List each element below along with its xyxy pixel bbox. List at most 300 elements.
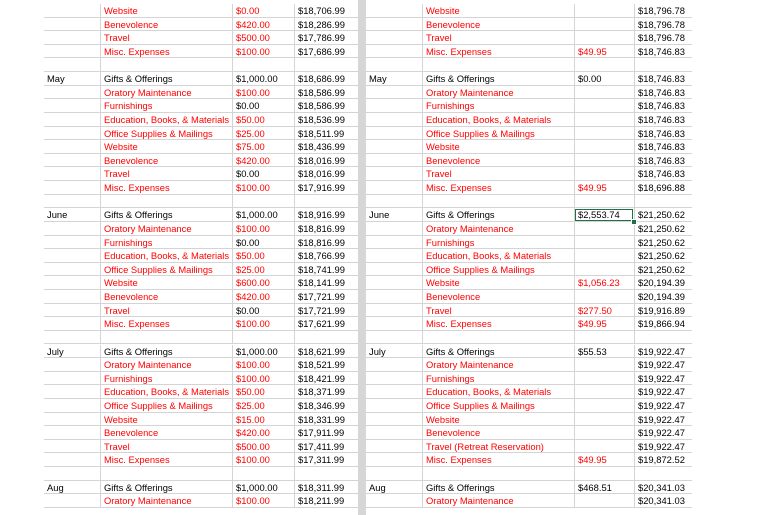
amount-cell[interactable] xyxy=(574,467,634,481)
balance-cell[interactable]: $21,250.62 xyxy=(634,263,692,277)
category-cell[interactable]: Gifts & Offerings xyxy=(100,208,232,222)
balance-cell[interactable]: $17,786.99 xyxy=(294,31,358,45)
category-cell[interactable]: Gifts & Offerings xyxy=(100,72,232,86)
amount-cell[interactable]: $100.00 xyxy=(232,453,294,467)
amount-cell[interactable] xyxy=(574,358,634,372)
category-cell[interactable]: Education, Books, & Materials xyxy=(422,385,574,399)
month-cell[interactable]: July xyxy=(366,345,422,359)
amount-cell[interactable] xyxy=(574,385,634,399)
month-cell[interactable] xyxy=(44,385,100,399)
amount-cell[interactable]: $277.50 xyxy=(574,304,634,318)
balance-cell[interactable]: $21,250.62 xyxy=(634,222,692,236)
balance-cell[interactable]: $17,311.99 xyxy=(294,453,358,467)
amount-cell[interactable] xyxy=(574,222,634,236)
amount-cell[interactable] xyxy=(574,372,634,386)
amount-cell[interactable] xyxy=(574,4,634,18)
amount-cell[interactable]: $0.00 xyxy=(232,4,294,18)
balance-cell[interactable]: $18,436.99 xyxy=(294,140,358,154)
amount-cell[interactable] xyxy=(574,426,634,440)
amount-cell[interactable]: $100.00 xyxy=(232,317,294,331)
balance-cell[interactable]: $18,746.83 xyxy=(634,72,692,86)
category-cell[interactable] xyxy=(422,195,574,209)
balance-cell[interactable]: $18,311.99 xyxy=(294,481,358,495)
amount-cell[interactable]: $100.00 xyxy=(232,372,294,386)
balance-cell[interactable]: $18,746.83 xyxy=(634,113,692,127)
month-cell[interactable] xyxy=(44,317,100,331)
balance-cell[interactable]: $17,916.99 xyxy=(294,181,358,195)
month-cell[interactable] xyxy=(366,181,422,195)
month-cell[interactable] xyxy=(44,167,100,181)
balance-cell[interactable]: $18,286.99 xyxy=(294,18,358,32)
balance-cell[interactable]: $19,922.47 xyxy=(634,358,692,372)
balance-cell[interactable]: $18,536.99 xyxy=(294,113,358,127)
month-cell[interactable] xyxy=(366,467,422,481)
balance-cell[interactable]: $18,916.99 xyxy=(294,208,358,222)
month-cell[interactable] xyxy=(366,372,422,386)
month-cell[interactable] xyxy=(44,99,100,113)
month-cell[interactable] xyxy=(366,290,422,304)
amount-cell[interactable]: $100.00 xyxy=(232,358,294,372)
category-cell[interactable]: Travel xyxy=(100,167,232,181)
balance-cell[interactable]: $19,872.52 xyxy=(634,453,692,467)
category-cell[interactable]: Education, Books, & Materials xyxy=(100,385,232,399)
month-cell[interactable]: Aug xyxy=(44,481,100,495)
amount-cell[interactable] xyxy=(574,290,634,304)
amount-cell[interactable] xyxy=(574,113,634,127)
balance-cell[interactable] xyxy=(294,331,358,345)
month-cell[interactable] xyxy=(366,236,422,250)
amount-cell[interactable]: $500.00 xyxy=(232,31,294,45)
month-cell[interactable] xyxy=(44,399,100,413)
balance-cell[interactable]: $18,816.99 xyxy=(294,236,358,250)
amount-cell[interactable]: $0.00 xyxy=(232,304,294,318)
category-cell[interactable]: Gifts & Offerings xyxy=(422,481,574,495)
month-cell[interactable] xyxy=(44,331,100,345)
amount-cell[interactable]: $25.00 xyxy=(232,263,294,277)
balance-cell[interactable]: $18,421.99 xyxy=(294,372,358,386)
amount-cell[interactable]: $1,000.00 xyxy=(232,72,294,86)
month-cell[interactable] xyxy=(366,86,422,100)
amount-cell[interactable]: $500.00 xyxy=(232,440,294,454)
month-cell[interactable] xyxy=(366,127,422,141)
balance-cell[interactable]: $19,916.89 xyxy=(634,304,692,318)
category-cell[interactable]: Oratory Maintenance xyxy=(100,86,232,100)
month-cell[interactable] xyxy=(366,385,422,399)
amount-cell[interactable] xyxy=(232,331,294,345)
month-cell[interactable] xyxy=(366,140,422,154)
month-cell[interactable] xyxy=(366,358,422,372)
category-cell[interactable]: Gifts & Offerings xyxy=(422,72,574,86)
category-cell[interactable]: Benevolence xyxy=(422,290,574,304)
month-cell[interactable] xyxy=(44,181,100,195)
category-cell[interactable]: Office Supplies & Mailings xyxy=(100,263,232,277)
category-cell[interactable]: Travel xyxy=(422,31,574,45)
category-cell[interactable]: Website xyxy=(422,413,574,427)
category-cell[interactable]: Oratory Maintenance xyxy=(422,494,574,508)
month-cell[interactable] xyxy=(366,113,422,127)
amount-cell[interactable]: $1,000.00 xyxy=(232,481,294,495)
amount-cell[interactable]: $49.95 xyxy=(574,181,634,195)
balance-cell[interactable]: $18,521.99 xyxy=(294,358,358,372)
month-cell[interactable] xyxy=(44,290,100,304)
month-cell[interactable] xyxy=(366,276,422,290)
month-cell[interactable]: July xyxy=(44,345,100,359)
month-cell[interactable] xyxy=(44,413,100,427)
amount-cell[interactable] xyxy=(574,58,634,72)
amount-cell[interactable] xyxy=(232,195,294,209)
balance-cell[interactable]: $21,250.62 xyxy=(634,249,692,263)
category-cell[interactable]: Website xyxy=(100,276,232,290)
amount-cell[interactable]: $0.00 xyxy=(232,167,294,181)
category-cell[interactable]: Furnishings xyxy=(422,99,574,113)
amount-cell[interactable]: $0.00 xyxy=(232,236,294,250)
month-cell[interactable] xyxy=(366,304,422,318)
balance-cell[interactable]: $18,741.99 xyxy=(294,263,358,277)
category-cell[interactable]: Benevolence xyxy=(422,426,574,440)
category-cell[interactable]: Benevolence xyxy=(422,18,574,32)
month-cell[interactable] xyxy=(366,99,422,113)
category-cell[interactable]: Travel xyxy=(100,31,232,45)
month-cell[interactable] xyxy=(44,140,100,154)
amount-cell[interactable] xyxy=(574,399,634,413)
amount-cell[interactable]: $100.00 xyxy=(232,222,294,236)
fill-handle[interactable] xyxy=(631,219,637,225)
balance-cell[interactable]: $18,746.83 xyxy=(634,140,692,154)
category-cell[interactable]: Gifts & Offerings xyxy=(100,481,232,495)
amount-cell[interactable]: $100.00 xyxy=(232,86,294,100)
amount-cell[interactable] xyxy=(574,195,634,209)
category-cell[interactable] xyxy=(422,467,574,481)
category-cell[interactable]: Education, Books, & Materials xyxy=(422,113,574,127)
amount-cell[interactable] xyxy=(574,18,634,32)
month-cell[interactable] xyxy=(44,86,100,100)
amount-cell[interactable] xyxy=(232,58,294,72)
category-cell[interactable]: Benevolence xyxy=(422,154,574,168)
amount-cell[interactable] xyxy=(574,127,634,141)
balance-cell[interactable]: $19,922.47 xyxy=(634,440,692,454)
amount-cell[interactable]: $1,056.23 xyxy=(574,276,634,290)
amount-cell[interactable]: $0.00 xyxy=(232,99,294,113)
amount-cell[interactable]: $25.00 xyxy=(232,127,294,141)
balance-cell[interactable]: $19,922.47 xyxy=(634,426,692,440)
month-cell[interactable] xyxy=(44,18,100,32)
amount-cell[interactable] xyxy=(574,440,634,454)
category-cell[interactable]: Office Supplies & Mailings xyxy=(100,399,232,413)
month-cell[interactable] xyxy=(366,154,422,168)
balance-cell[interactable]: $19,922.47 xyxy=(634,413,692,427)
month-cell[interactable] xyxy=(366,413,422,427)
category-cell[interactable]: Website xyxy=(422,140,574,154)
category-cell[interactable]: Furnishings xyxy=(422,236,574,250)
month-cell[interactable] xyxy=(366,317,422,331)
month-cell[interactable] xyxy=(44,494,100,508)
month-cell[interactable] xyxy=(44,195,100,209)
balance-cell[interactable]: $18,746.83 xyxy=(634,86,692,100)
category-cell[interactable]: Misc. Expenses xyxy=(422,453,574,467)
category-cell[interactable]: Oratory Maintenance xyxy=(100,358,232,372)
category-cell[interactable]: Oratory Maintenance xyxy=(100,494,232,508)
balance-cell[interactable]: $17,621.99 xyxy=(294,317,358,331)
month-cell[interactable] xyxy=(44,236,100,250)
month-cell[interactable] xyxy=(44,304,100,318)
balance-cell[interactable]: $18,746.83 xyxy=(634,127,692,141)
category-cell[interactable]: Furnishings xyxy=(100,236,232,250)
category-cell[interactable]: Misc. Expenses xyxy=(422,45,574,59)
month-cell[interactable] xyxy=(366,4,422,18)
balance-cell[interactable]: $18,586.99 xyxy=(294,86,358,100)
category-cell[interactable]: Misc. Expenses xyxy=(100,45,232,59)
balance-cell[interactable]: $21,250.62 xyxy=(634,208,692,222)
balance-cell[interactable]: $18,586.99 xyxy=(294,99,358,113)
category-cell[interactable]: Travel xyxy=(422,167,574,181)
month-cell[interactable] xyxy=(366,331,422,345)
category-cell[interactable]: Website xyxy=(422,4,574,18)
balance-cell[interactable] xyxy=(294,58,358,72)
amount-cell[interactable]: $55.53 xyxy=(574,345,634,359)
balance-cell[interactable]: $18,686.99 xyxy=(294,72,358,86)
balance-cell[interactable]: $18,346.99 xyxy=(294,399,358,413)
amount-cell[interactable]: $0.00 xyxy=(574,72,634,86)
month-cell[interactable] xyxy=(366,399,422,413)
month-cell[interactable]: June xyxy=(366,208,422,222)
category-cell[interactable]: Office Supplies & Mailings xyxy=(422,263,574,277)
amount-cell[interactable]: $49.95 xyxy=(574,317,634,331)
category-cell[interactable]: Misc. Expenses xyxy=(100,317,232,331)
month-cell[interactable] xyxy=(366,263,422,277)
month-cell[interactable] xyxy=(44,358,100,372)
category-cell[interactable]: Furnishings xyxy=(100,372,232,386)
balance-cell[interactable]: $18,816.99 xyxy=(294,222,358,236)
month-cell[interactable] xyxy=(366,167,422,181)
amount-cell[interactable]: $100.00 xyxy=(232,45,294,59)
month-cell[interactable] xyxy=(366,440,422,454)
selected-cell[interactable]: $2,553.74 xyxy=(574,208,634,222)
table-row xyxy=(0,358,768,372)
amount-cell[interactable] xyxy=(574,31,634,45)
month-cell[interactable] xyxy=(366,494,422,508)
amount-cell[interactable]: $1,000.00 xyxy=(232,208,294,222)
balance-cell[interactable]: $18,746.83 xyxy=(634,45,692,59)
balance-cell[interactable]: $18,696.88 xyxy=(634,181,692,195)
month-cell[interactable] xyxy=(366,426,422,440)
balance-cell[interactable]: $18,016.99 xyxy=(294,167,358,181)
balance-cell[interactable]: $18,746.83 xyxy=(634,99,692,113)
balance-cell[interactable]: $18,746.83 xyxy=(634,167,692,181)
category-cell[interactable]: Misc. Expenses xyxy=(422,317,574,331)
month-cell[interactable] xyxy=(366,45,422,59)
balance-cell[interactable]: $18,511.99 xyxy=(294,127,358,141)
month-cell[interactable] xyxy=(44,453,100,467)
category-cell[interactable]: Oratory Maintenance xyxy=(422,358,574,372)
amount-cell[interactable] xyxy=(574,494,634,508)
balance-cell[interactable]: $18,796.78 xyxy=(634,18,692,32)
month-cell[interactable] xyxy=(44,58,100,72)
month-cell[interactable] xyxy=(44,372,100,386)
balance-cell[interactable]: $18,746.83 xyxy=(634,154,692,168)
balance-cell[interactable]: $21,250.62 xyxy=(634,236,692,250)
amount-cell[interactable]: $49.95 xyxy=(574,45,634,59)
category-cell[interactable]: Gifts & Offerings xyxy=(100,345,232,359)
balance-cell[interactable]: $17,721.99 xyxy=(294,290,358,304)
category-cell[interactable]: Education, Books, & Materials xyxy=(100,249,232,263)
category-cell[interactable]: Benevolence xyxy=(100,154,232,168)
amount-cell[interactable] xyxy=(574,263,634,277)
balance-cell[interactable] xyxy=(634,195,692,209)
amount-cell[interactable]: $100.00 xyxy=(232,494,294,508)
balance-cell[interactable] xyxy=(294,195,358,209)
category-cell[interactable]: Education, Books, & Materials xyxy=(100,113,232,127)
category-cell[interactable] xyxy=(100,467,232,481)
table-row xyxy=(0,72,768,86)
month-cell[interactable] xyxy=(44,276,100,290)
category-cell[interactable]: Website xyxy=(100,413,232,427)
month-cell[interactable] xyxy=(366,195,422,209)
amount-cell[interactable]: $15.00 xyxy=(232,413,294,427)
balance-cell[interactable]: $18,211.99 xyxy=(294,494,358,508)
month-cell[interactable]: Aug xyxy=(366,481,422,495)
balance-cell[interactable]: $17,411.99 xyxy=(294,440,358,454)
category-cell[interactable]: Oratory Maintenance xyxy=(422,86,574,100)
amount-cell[interactable]: $600.00 xyxy=(232,276,294,290)
category-cell[interactable]: Misc. Expenses xyxy=(100,453,232,467)
category-cell[interactable]: Office Supplies & Mailings xyxy=(100,127,232,141)
amount-cell[interactable]: $420.00 xyxy=(232,290,294,304)
month-cell[interactable] xyxy=(44,440,100,454)
month-cell[interactable] xyxy=(366,222,422,236)
category-cell[interactable]: Website xyxy=(422,276,574,290)
amount-cell[interactable] xyxy=(574,99,634,113)
category-cell[interactable]: Misc. Expenses xyxy=(422,181,574,195)
month-cell[interactable]: May xyxy=(44,72,100,86)
category-cell[interactable] xyxy=(100,58,232,72)
balance-cell[interactable]: $20,341.03 xyxy=(634,494,692,508)
amount-cell[interactable] xyxy=(574,140,634,154)
category-cell[interactable]: Travel xyxy=(100,440,232,454)
month-cell[interactable] xyxy=(44,127,100,141)
month-cell[interactable] xyxy=(366,453,422,467)
amount-cell[interactable]: $420.00 xyxy=(232,154,294,168)
balance-cell[interactable] xyxy=(294,467,358,481)
balance-cell[interactable]: $20,341.03 xyxy=(634,481,692,495)
category-cell[interactable]: Website xyxy=(100,140,232,154)
balance-cell[interactable]: $18,796.78 xyxy=(634,31,692,45)
month-cell[interactable] xyxy=(366,31,422,45)
month-cell[interactable] xyxy=(44,222,100,236)
balance-cell[interactable]: $18,371.99 xyxy=(294,385,358,399)
balance-cell[interactable]: $18,141.99 xyxy=(294,276,358,290)
balance-cell[interactable]: $18,766.99 xyxy=(294,249,358,263)
balance-cell[interactable]: $18,621.99 xyxy=(294,345,358,359)
month-cell[interactable]: June xyxy=(44,208,100,222)
category-cell[interactable]: Travel xyxy=(422,304,574,318)
balance-cell[interactable]: $18,796.78 xyxy=(634,4,692,18)
category-cell[interactable]: Office Supplies & Mailings xyxy=(422,399,574,413)
category-cell[interactable]: Benevolence xyxy=(100,426,232,440)
amount-cell[interactable] xyxy=(574,249,634,263)
month-cell[interactable] xyxy=(44,263,100,277)
amount-cell[interactable] xyxy=(574,86,634,100)
balance-cell[interactable]: $17,686.99 xyxy=(294,45,358,59)
category-cell[interactable] xyxy=(422,58,574,72)
category-cell[interactable]: Website xyxy=(100,4,232,18)
category-cell[interactable]: Education, Books, & Materials xyxy=(422,249,574,263)
balance-cell[interactable] xyxy=(634,467,692,481)
month-cell[interactable] xyxy=(366,249,422,263)
month-cell[interactable] xyxy=(366,58,422,72)
amount-cell[interactable] xyxy=(574,236,634,250)
balance-cell[interactable]: $17,911.99 xyxy=(294,426,358,440)
amount-cell[interactable] xyxy=(574,413,634,427)
balance-cell[interactable]: $20,194.39 xyxy=(634,276,692,290)
amount-cell[interactable]: $75.00 xyxy=(232,140,294,154)
balance-cell[interactable]: $19,922.47 xyxy=(634,345,692,359)
balance-cell[interactable]: $18,706.99 xyxy=(294,4,358,18)
category-cell[interactable]: Oratory Maintenance xyxy=(422,222,574,236)
amount-cell[interactable] xyxy=(574,167,634,181)
amount-cell[interactable]: $1,000.00 xyxy=(232,345,294,359)
amount-cell[interactable]: $25.00 xyxy=(232,399,294,413)
category-cell[interactable]: Furnishings xyxy=(422,372,574,386)
amount-cell[interactable]: $50.00 xyxy=(232,249,294,263)
balance-cell[interactable]: $17,721.99 xyxy=(294,304,358,318)
amount-cell[interactable]: $49.95 xyxy=(574,453,634,467)
category-cell[interactable]: Benevolence xyxy=(100,290,232,304)
category-cell[interactable] xyxy=(100,195,232,209)
balance-cell[interactable] xyxy=(634,58,692,72)
category-cell[interactable] xyxy=(100,331,232,345)
amount-cell[interactable]: $50.00 xyxy=(232,385,294,399)
balance-cell[interactable] xyxy=(634,331,692,345)
category-cell[interactable]: Travel xyxy=(100,304,232,318)
month-cell[interactable] xyxy=(366,18,422,32)
category-cell[interactable]: Gifts & Offerings xyxy=(422,345,574,359)
category-cell[interactable]: Benevolence xyxy=(100,18,232,32)
balance-cell[interactable]: $19,866.94 xyxy=(634,317,692,331)
month-cell[interactable] xyxy=(44,467,100,481)
month-cell[interactable] xyxy=(44,249,100,263)
month-cell[interactable] xyxy=(44,113,100,127)
table-row xyxy=(0,249,768,263)
amount-cell[interactable] xyxy=(574,154,634,168)
month-cell[interactable] xyxy=(44,154,100,168)
amount-cell[interactable]: $50.00 xyxy=(232,113,294,127)
category-cell[interactable]: Oratory Maintenance xyxy=(100,222,232,236)
balance-cell[interactable]: $20,194.39 xyxy=(634,290,692,304)
category-cell[interactable]: Travel (Retreat Reservation) xyxy=(422,440,574,454)
amount-cell[interactable]: $100.00 xyxy=(232,181,294,195)
month-cell[interactable] xyxy=(44,426,100,440)
amount-cell[interactable]: $468.51 xyxy=(574,481,634,495)
balance-cell[interactable]: $19,922.47 xyxy=(634,372,692,386)
category-cell[interactable] xyxy=(422,331,574,345)
category-cell[interactable]: Furnishings xyxy=(100,99,232,113)
category-cell[interactable]: Misc. Expenses xyxy=(100,181,232,195)
amount-cell[interactable] xyxy=(574,331,634,345)
amount-cell[interactable]: $420.00 xyxy=(232,426,294,440)
month-cell[interactable] xyxy=(44,4,100,18)
balance-cell[interactable]: $18,331.99 xyxy=(294,413,358,427)
category-cell[interactable]: Office Supplies & Mailings xyxy=(422,127,574,141)
balance-cell[interactable]: $19,922.47 xyxy=(634,385,692,399)
month-cell[interactable] xyxy=(44,31,100,45)
month-cell[interactable]: May xyxy=(366,72,422,86)
balance-cell[interactable]: $19,922.47 xyxy=(634,399,692,413)
month-cell[interactable] xyxy=(44,45,100,59)
balance-cell[interactable]: $18,016.99 xyxy=(294,154,358,168)
category-cell[interactable]: Gifts & Offerings xyxy=(422,208,574,222)
amount-cell[interactable]: $420.00 xyxy=(232,18,294,32)
amount-cell[interactable] xyxy=(232,467,294,481)
